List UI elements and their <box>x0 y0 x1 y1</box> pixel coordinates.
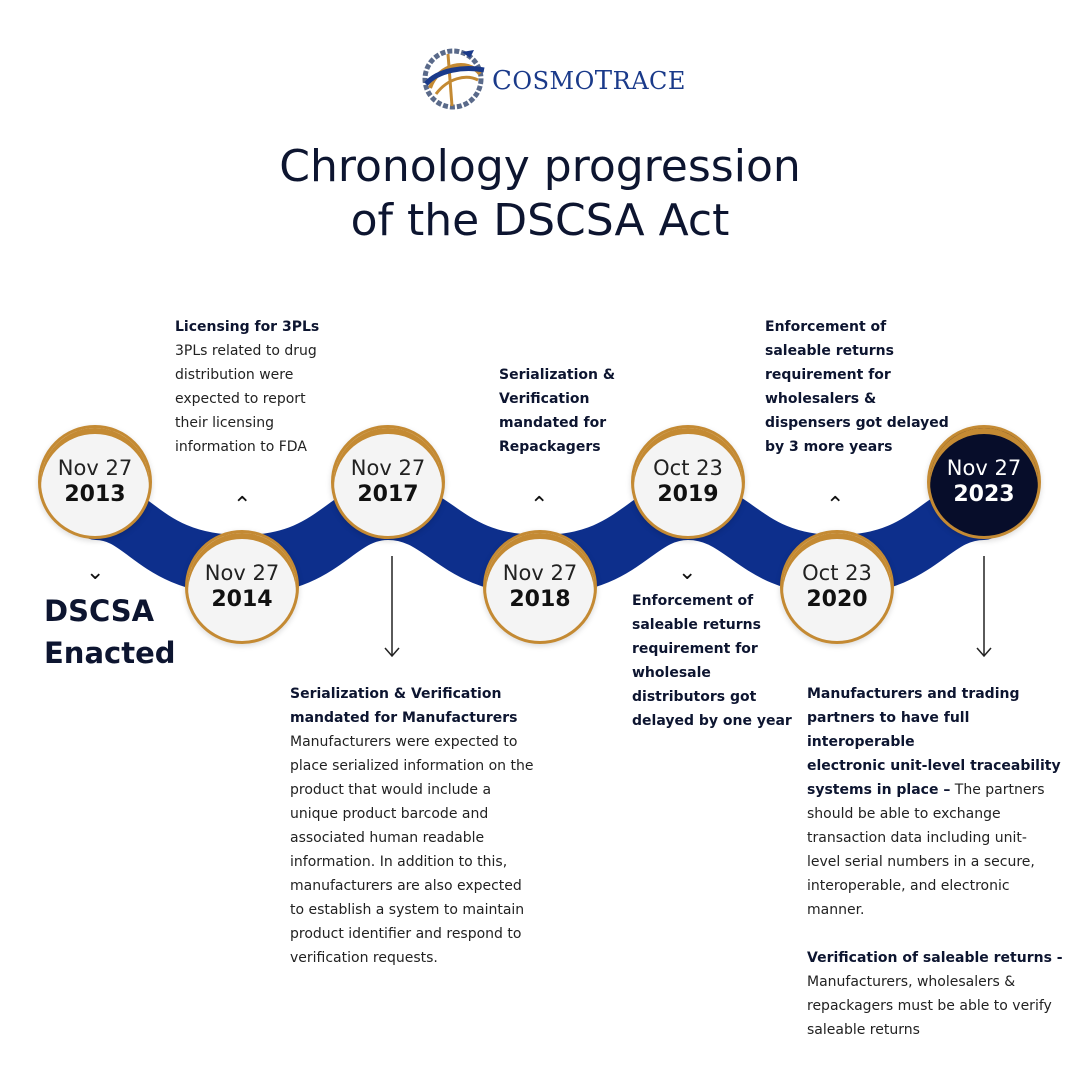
note-line-mixed <box>807 778 1080 802</box>
milestone-year: 2023 <box>953 482 1015 507</box>
note-enforcement-1-year <box>632 589 792 733</box>
note-line: place serialized information on the <box>290 758 534 774</box>
note-line: saleable returns <box>807 1022 920 1038</box>
milestone-2018 <box>483 530 597 644</box>
milestone-date: Oct 23 <box>653 456 723 480</box>
note-line: their licensing <box>175 415 274 431</box>
chevron-down-icon: ⌄ <box>86 560 105 585</box>
note-line: information to FDA <box>175 439 307 455</box>
note-interoperable <box>807 682 1080 1042</box>
milestone-date: Nov 27 <box>350 456 426 480</box>
note-title: partners to have full interoperable <box>807 710 970 750</box>
note-line: Manufacturers, wholesalers & <box>807 974 1016 990</box>
note-line: mandated for <box>499 415 607 431</box>
note-line: saleable returns <box>632 617 761 633</box>
note-line: dispensers got delayed <box>765 415 949 431</box>
milestone-2014 <box>185 530 299 644</box>
note-line: 3PLs related to drug <box>175 343 317 359</box>
brand-name: COSMOTRACE <box>492 66 686 96</box>
title-line-2: of the DSCSA Act <box>350 195 730 246</box>
note-line: Repackagers <box>499 439 601 455</box>
note-title: Manufacturers and trading <box>807 686 1020 702</box>
note-line: requirement for <box>632 641 758 657</box>
note-repackagers <box>499 363 615 459</box>
note-line: associated human readable <box>290 830 485 846</box>
milestone-date: Nov 27 <box>946 456 1022 480</box>
milestone-year: 2017 <box>357 482 419 507</box>
milestone-2019 <box>631 425 745 539</box>
milestone-date: Nov 27 <box>57 456 133 480</box>
note-line: transaction data including unit- <box>807 830 1027 846</box>
enacted-line: Enacted <box>44 636 176 670</box>
note-enforcement-3-years <box>765 315 949 459</box>
note-line: information. In addition to this, <box>290 854 508 870</box>
note-line: Enforcement of <box>632 593 754 609</box>
enacted-label <box>44 590 176 674</box>
note-line: Verification <box>499 391 590 407</box>
note-line: wholesalers & <box>765 391 877 407</box>
note-line: to establish a system to maintain <box>290 902 525 918</box>
note-line: verification requests. <box>290 950 438 966</box>
note-line: Manufacturers were expected to <box>290 734 518 750</box>
note-line: expected to report <box>175 391 306 407</box>
note-line: unique product barcode and <box>290 806 489 822</box>
milestone-date: Nov 27 <box>204 561 280 585</box>
title-line-1: Chronology progression <box>279 141 801 192</box>
note-line: interoperable, and electronic <box>807 878 1010 894</box>
note-line: by 3 more years <box>765 439 893 455</box>
note-manufacturers <box>290 682 533 970</box>
milestone-2017 <box>331 425 445 539</box>
chevron-up-icon: ⌃ <box>233 493 252 518</box>
enacted-line: DSCSA <box>44 594 155 628</box>
milestone-year: 2019 <box>657 482 719 507</box>
note-line: product identifier and respond to <box>290 926 522 942</box>
arrow-down-icon <box>382 556 402 662</box>
milestone-date: Nov 27 <box>502 561 578 585</box>
note-title: mandated for Manufacturers <box>290 710 518 726</box>
note-line: requirement for <box>765 367 891 383</box>
milestone-year: 2013 <box>64 482 126 507</box>
note-title: Licensing for 3PLs <box>175 319 320 335</box>
chevron-down-icon: ⌄ <box>678 560 697 585</box>
milestone-2013 <box>38 425 152 539</box>
note-line: wholesale <box>632 665 711 681</box>
milestone-year: 2020 <box>806 587 868 612</box>
note-line-part: The partners <box>950 782 1045 798</box>
note-title-part: systems in place – <box>807 782 951 798</box>
note-line: distribution were <box>175 367 294 383</box>
note-line: manufacturers are also expected <box>290 878 522 894</box>
note-line: manner. <box>807 902 865 918</box>
note-title: electronic unit-level traceability <box>807 758 1061 774</box>
note-title: Serialization & Verification <box>290 686 502 702</box>
arrow-down-icon <box>974 556 994 662</box>
milestone-year: 2014 <box>211 587 273 612</box>
milestone-date: Oct 23 <box>802 561 872 585</box>
note-line: should be able to exchange <box>807 806 1001 822</box>
note-title: Verification of saleable returns - <box>807 950 1063 966</box>
milestone-year: 2018 <box>509 587 571 612</box>
note-line: product that would include a <box>290 782 492 798</box>
chevron-up-icon: ⌃ <box>530 493 549 518</box>
note-line: saleable returns <box>765 343 894 359</box>
note-line: Enforcement of <box>765 319 887 335</box>
note-licensing <box>175 315 319 459</box>
note-line: delayed by one year <box>632 713 792 729</box>
note-line: distributors got <box>632 689 757 705</box>
milestone-2020 <box>780 530 894 644</box>
note-line: repackagers must be able to verify <box>807 998 1052 1014</box>
note-line: level serial numbers in a secure, <box>807 854 1035 870</box>
chevron-up-icon: ⌃ <box>826 493 845 518</box>
note-line: Serialization & <box>499 367 616 383</box>
